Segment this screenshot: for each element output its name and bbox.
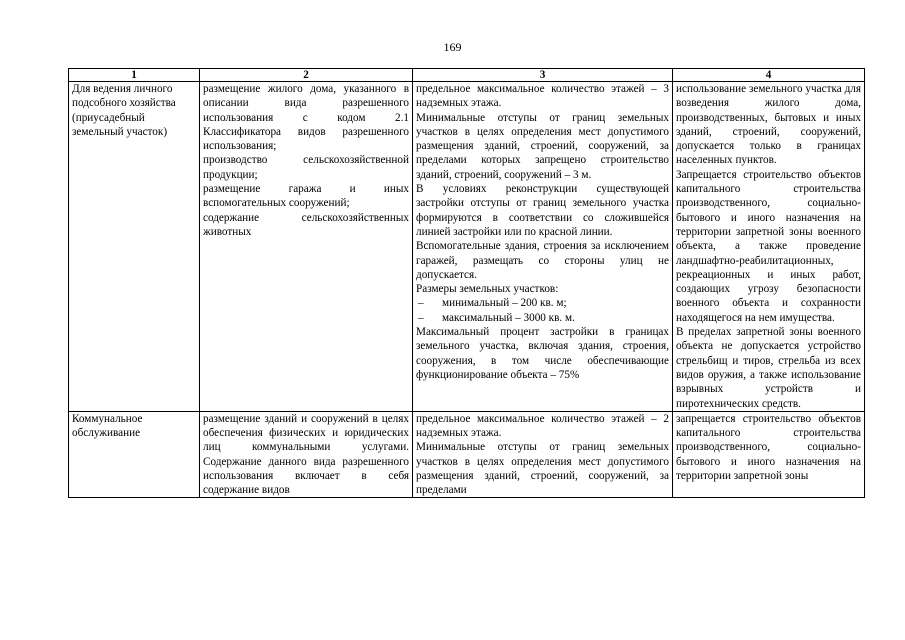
description-paragraph: производство сельскохозяйственной продукции; bbox=[203, 154, 409, 181]
restriction-paragraph: использование земельного участка для возведения жилого дома, производственных, бытовых и иных зданий, строений, сооружений, допускается только в границах населенных пунктов. bbox=[676, 83, 861, 167]
restriction-paragraph: запрещается строительство объектов капитального строительства производственного, социально-бытового и иного назначения на территории запретной зоны bbox=[676, 412, 861, 483]
restrictions-cell bbox=[673, 82, 865, 412]
parameter-paragraph: Максимальный процент застройки в границах земельного участка, включая здания, строения, сооружения, в том числе обеспечивающие функционирование объекта – 75% bbox=[416, 326, 669, 381]
parameters-cell bbox=[413, 82, 673, 412]
column-header-1: 1 bbox=[69, 69, 200, 82]
table-row bbox=[69, 411, 865, 497]
column-header-4: 4 bbox=[673, 69, 865, 82]
restriction-paragraph: Запрещается строительство объектов капитального строительства производственного, социально-бытового и иного назначения на территории запретной зоны военного объекта, а также проведение ландшафтно-реабилитационных, рекреационных и иных работ, создающих угрозу безопасности военного объекта и сохранности находящегося на нем имущества. bbox=[676, 168, 861, 324]
parameter-paragraph: Размеры земельных участков: bbox=[416, 283, 559, 296]
land-use-type-cell bbox=[69, 411, 200, 497]
parameter-paragraph: Минимальные отступы от границ земельных участков в целях определения мест допустимого размещения зданий, строений, сооружений, за пределами bbox=[416, 441, 669, 497]
column-header-3: 3 bbox=[413, 69, 673, 82]
description-paragraph: размещение зданий и сооружений в целях обеспечения физических и юридических лиц коммунальными услугами. Содержание данного вида разрешенного использования включает в себя содержание видов bbox=[203, 412, 409, 497]
table-row bbox=[69, 82, 865, 412]
column-header-2: 2 bbox=[200, 69, 413, 82]
parameter-paragraph: предельное максимальное количество этажей – 3 надземных этажа. bbox=[416, 83, 669, 110]
permitted-use-description-cell bbox=[200, 82, 413, 412]
parameter-paragraph: Вспомогательные здания, строения за исключением гаражей, размещать со стороны улиц не допускается. bbox=[416, 240, 669, 281]
table-header-row bbox=[69, 69, 865, 82]
description-paragraph: размещение гаража и иных вспомогательных сооружений; bbox=[203, 183, 409, 210]
dash-list-item bbox=[416, 311, 669, 325]
parameter-paragraph: В условиях реконструкции существующей застройки отступы от границ земельного участка формируются в соответствии со сложившейся линией застройки или по красной линии. bbox=[416, 183, 669, 238]
dash-list-item bbox=[416, 296, 669, 310]
restriction-paragraph: В пределах запретной зоны военного объекта не допускается устройство стрельбищ и тиров, стрельба из всех видов оружия, а также использование взрывных устройств и пиротехнических средств. bbox=[676, 326, 861, 410]
dash-item-text: минимальный – 200 кв. м; bbox=[442, 297, 567, 310]
land-use-type: Для ведения личного подсобного хозяйства (приусадебный земельный участок) bbox=[72, 83, 176, 138]
parameter-paragraph: предельное максимальное количество этажей – 2 надземных этажа. bbox=[416, 412, 669, 440]
parameters-cell bbox=[413, 411, 673, 497]
restrictions-cell bbox=[673, 411, 865, 497]
dash-marker: – bbox=[418, 311, 424, 324]
description-paragraph: содержание сельскохозяйственных животных bbox=[203, 211, 409, 238]
parameter-paragraph: Минимальные отступы от границ земельных участков в целях определения мест допустимого размещения зданий, строений, сооружений, за пределами которых запрещено строительство зданий, строений, сооружений – 3 м. bbox=[416, 111, 669, 181]
land-use-type: Коммунальное обслуживание bbox=[72, 412, 143, 440]
page-number: 169 bbox=[443, 40, 462, 54]
land-use-type-cell bbox=[69, 82, 200, 412]
description-paragraph: размещение жилого дома, указанного в описании вида разрешенного использования с кодом 2.1 Классификатора видов разрешенного использования; bbox=[203, 83, 409, 153]
permitted-use-description-cell bbox=[200, 411, 413, 497]
dash-item-text: максимальный – 3000 кв. м. bbox=[442, 311, 575, 324]
dash-marker: – bbox=[418, 297, 424, 310]
regulations-table bbox=[68, 68, 865, 498]
